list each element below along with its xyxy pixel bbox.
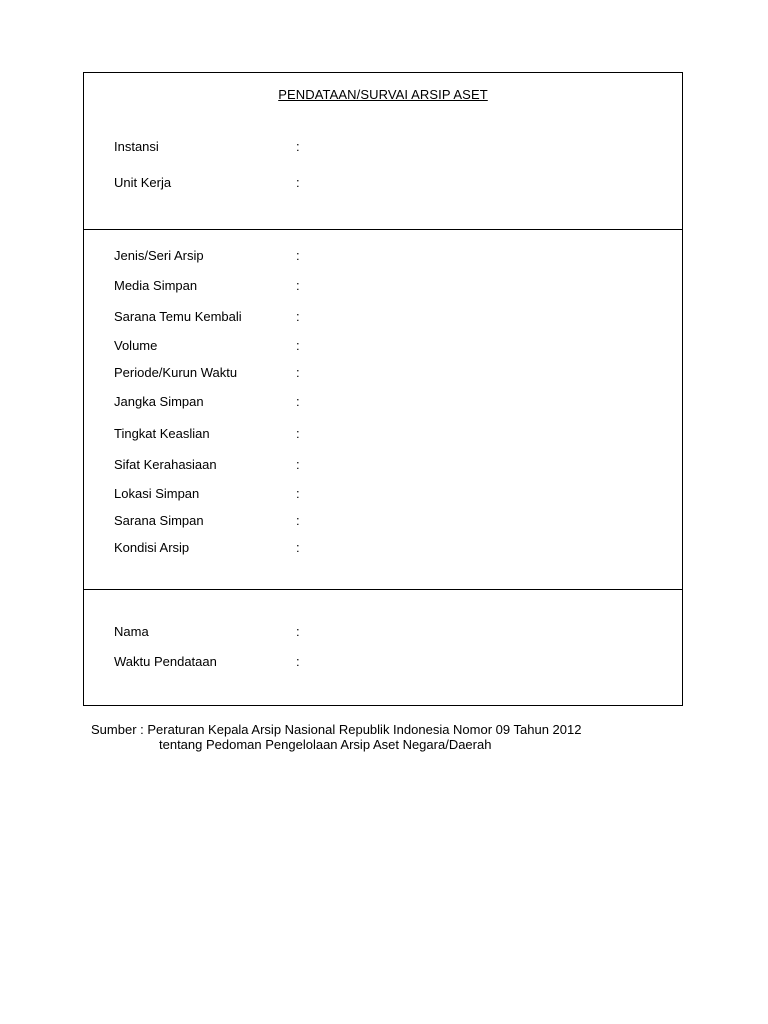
field-colon: : — [296, 394, 300, 409]
field-colon: : — [296, 248, 300, 263]
field-label: Volume — [114, 338, 158, 353]
field-label: Waktu Pendataan — [114, 654, 217, 669]
field-row-lokasi-simpan — [114, 486, 300, 502]
field-colon: : — [296, 654, 300, 669]
field-label: Sifat Kerahasiaan — [114, 457, 217, 472]
field-colon: : — [296, 457, 300, 472]
field-colon: : — [296, 278, 300, 293]
field-colon: : — [296, 365, 300, 380]
field-row-unit-kerja — [114, 175, 300, 191]
field-colon: : — [296, 139, 300, 154]
field-label: Lokasi Simpan — [114, 486, 200, 501]
field-label: Sarana Temu Kembali — [114, 309, 242, 324]
field-colon: : — [296, 338, 300, 353]
field-label: Media Simpan — [114, 278, 198, 293]
field-label: Kondisi Arsip — [114, 540, 190, 555]
source-note — [91, 722, 581, 752]
field-colon: : — [296, 426, 300, 441]
source-line-2: tentang Pedoman Pengelolaan Arsip Aset Negara/Daerah — [159, 737, 492, 752]
field-label: Tingkat Keaslian — [114, 426, 210, 441]
form-title: PENDATAAN/SURVAI ARSIP ASET — [278, 87, 488, 102]
field-colon: : — [296, 540, 300, 555]
field-row-media-simpan — [114, 278, 300, 294]
field-label: Sarana Simpan — [114, 513, 204, 528]
field-row-jangka-simpan — [114, 394, 300, 410]
section-divider — [84, 589, 682, 590]
field-colon: : — [296, 486, 300, 501]
field-row-periode-kurun-waktu — [114, 365, 300, 381]
field-label: Periode/Kurun Waktu — [114, 365, 238, 380]
field-label: Nama — [114, 624, 149, 639]
field-colon: : — [296, 175, 300, 190]
survey-form — [83, 72, 683, 706]
field-colon: : — [296, 513, 300, 528]
section-divider — [84, 229, 682, 230]
field-row-sarana-simpan — [114, 513, 300, 529]
field-row-volume — [114, 338, 300, 354]
source-line-1: Sumber : Peraturan Kepala Arsip Nasional Republik Indonesia Nomor 09 Tahun 2012 — [91, 722, 582, 737]
field-row-kondisi-arsip — [114, 540, 300, 556]
field-label: Unit Kerja — [114, 175, 172, 190]
field-label: Jenis/Seri Arsip — [114, 248, 204, 263]
field-label: Jangka Simpan — [114, 394, 204, 409]
field-row-waktu-pendataan — [114, 654, 300, 670]
field-row-nama — [114, 624, 300, 640]
field-row-sifat-kerahasiaan — [114, 457, 300, 473]
field-row-tingkat-keaslian — [114, 426, 300, 442]
field-label: Instansi — [114, 139, 159, 154]
field-row-jenis-seri-arsip — [114, 248, 300, 264]
field-row-instansi — [114, 139, 300, 155]
field-colon: : — [296, 309, 300, 324]
field-row-sarana-temu-kembali — [114, 309, 300, 325]
field-colon: : — [296, 624, 300, 639]
